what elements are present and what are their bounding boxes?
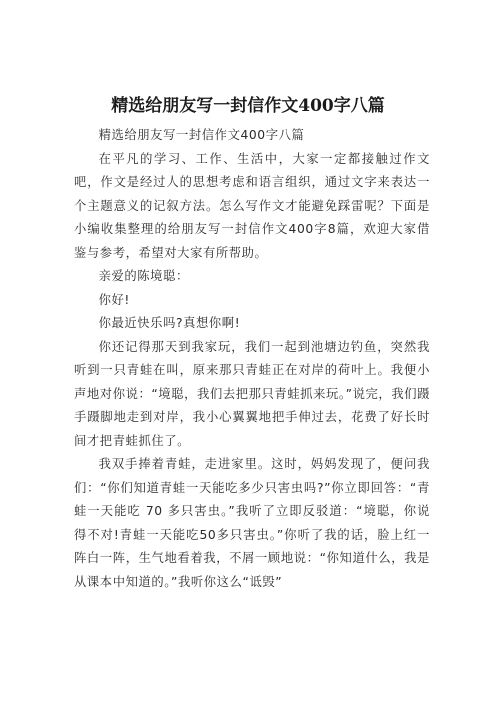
document-body (74, 124, 430, 594)
paragraph-subtitle: 精选给朋友写一封信作文400字八篇 (98, 128, 305, 142)
paragraph-greeting: 你好! (98, 292, 130, 307)
paragraph-dialogue: 我双手捧着青蛙，走进家里。这时，妈妈发现了，便问我们：“你们知道青蛙一天能吃多少只害虫吗?”你立即回答：“青蛙一天能吃 70 多只害虫。”我听了立即反驳道：“境聪，你说得不对!青蛙一天能吃50多只害虫。”你听了我的话，脸上红一阵白一阵，生气地看着我，不屑一顾地说：“你知道什么，我是从课本中知道的。”我听你这么“诋毁” (74, 457, 430, 589)
paragraph-intro: 在平凡的学习、工作、生活中，大家一定都接触过作文吧，作文是经过人的思想考虑和语言组织，通过文字来表达一个主题意义的记叙方法。怎么写作文才能避免踩雷呢？下面是小编收集整理的给朋友写一封信作文400字8篇，欢迎大家借鉴与参考，希望对大家有所帮助。 (74, 151, 430, 260)
paragraph-story: 你还记得那天到我家玩，我们一起到池塘边钓鱼，突然我听到一只青蛙在叫，原来那只青蛙正在对岸的荷叶上。我便小声地对你说：“境聪，我们去把那只青蛙抓来玩。”说完，我们蹑手蹑脚地走到对岸，我小心翼翼地把手伸过去，花费了好长时间才把青蛙抓住了。 (74, 339, 431, 448)
document-title: 精选给朋友写一封信作文400字八篇 (111, 96, 385, 116)
paragraph-salutation: 亲爱的陈境聪： (98, 269, 189, 283)
paragraph-question: 你最近快乐吗?真想你啊! (98, 316, 241, 330)
